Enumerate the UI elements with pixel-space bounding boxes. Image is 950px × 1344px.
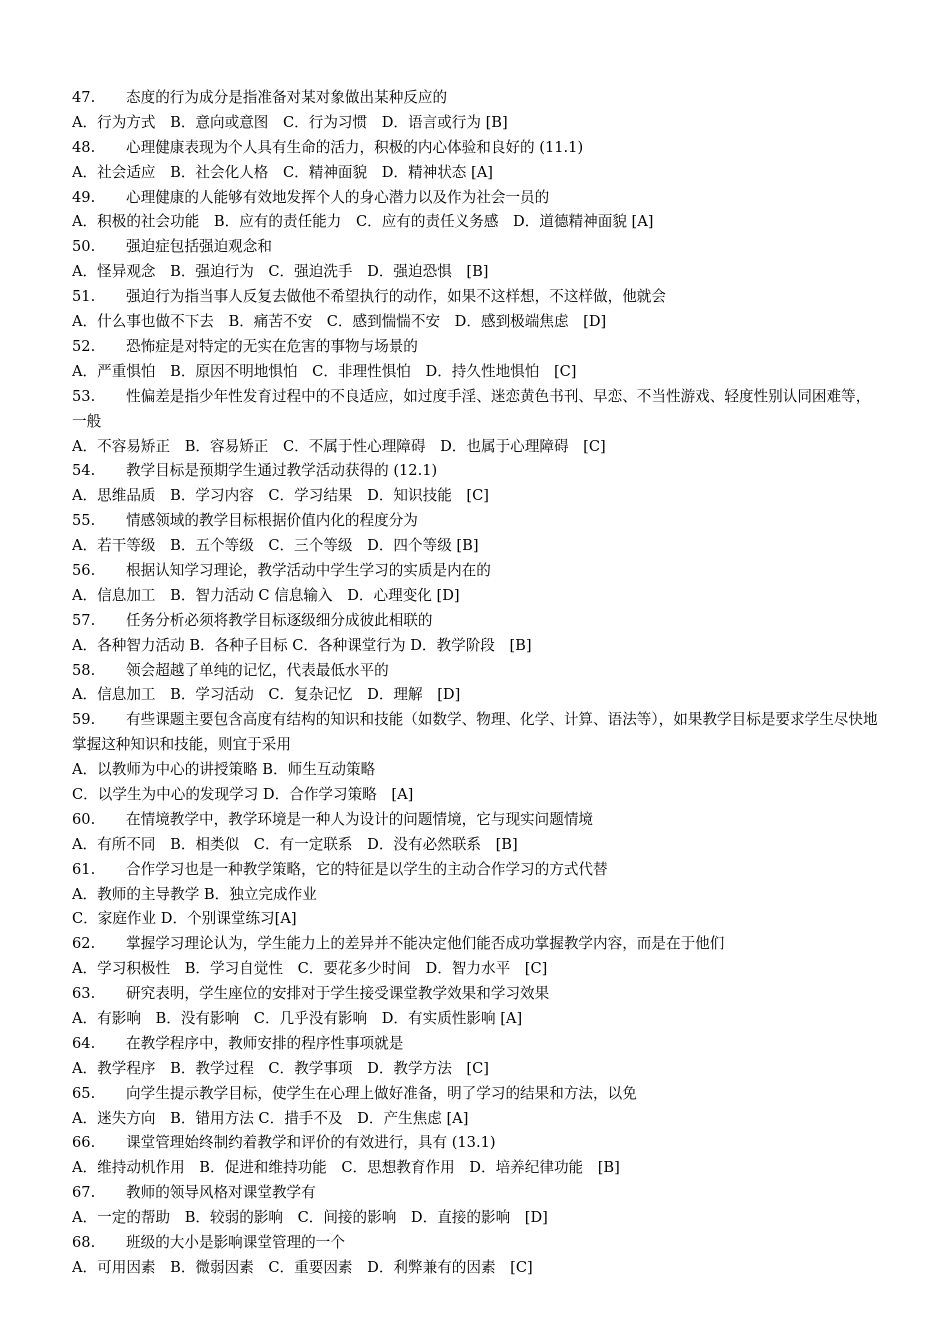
question-number: 55.: [72, 512, 96, 530]
question-stem: [72, 1231, 880, 1256]
answer-options: A．可用因素 B．微弱因素 C．重要因素 D．利弊兼有的因素 [C]: [72, 1258, 533, 1276]
question-stem: [72, 932, 880, 957]
answer-options: A．信息加工 B．智力活动 C 信息输入 D．心理变化 [D]: [72, 586, 460, 604]
question-number: 48.: [72, 138, 96, 156]
question-text: 掌握学习理论认为，学生能力上的差异并不能决定他们能否成功掌握教学内容，而是在于他们: [126, 935, 725, 953]
question-number: 56.: [72, 561, 96, 579]
answer-options: A．维持动机作用 B．促进和维持功能 C．思想教育作用 D．培养纪律功能 [B]: [72, 1159, 620, 1177]
question-text: 课堂管理始终制约着教学和评价的有效进行，具有 (13.1): [126, 1134, 496, 1152]
answer-options: A．若干等级 B．五个等级 C．三个等级 D．四个等级 [B]: [72, 537, 479, 555]
question-stem: [72, 559, 880, 584]
question-number: 47.: [72, 89, 96, 106]
answer-options: A．怪异观念 B．强迫行为 C．强迫洗手 D．强迫恐惧 [B]: [72, 263, 489, 281]
question-text: 班级的大小是影响课堂管理的一个: [126, 1234, 345, 1252]
answer-options: A．教师的主导教学 B．独立完成作业: [72, 885, 317, 903]
question-text: 强迫症包括强迫观念和: [126, 238, 272, 256]
question-text: 任务分析必须将教学目标逐级细分成彼此相联的: [126, 611, 433, 629]
question-stem: [72, 1082, 880, 1107]
question-stem: [72, 459, 880, 484]
question-number: 60.: [72, 810, 96, 828]
question-number: 51.: [72, 288, 96, 306]
question-number: 68.: [72, 1234, 96, 1252]
question-number: 53.: [72, 387, 96, 405]
question-text: 研究表明，学生座位的安排对于学生接受课堂教学效果和学习效果: [126, 985, 550, 1003]
question-stem: [72, 186, 880, 211]
answer-options: A．严重惧怕 B．原因不明地惧怕 C．非理性惧怕 D．持久性地惧怕 [C]: [72, 362, 577, 380]
answer-options: A．不容易矫正 B．容易矫正 C．不属于性心理障碍 D．也属于心理障碍 [C]: [72, 437, 606, 455]
question-stem: [72, 509, 880, 534]
question-text: 合作学习也是一种教学策略，它的特征是以学生的主动合作学习的方式代替: [126, 860, 608, 878]
question-number: 57.: [72, 611, 96, 629]
answer-options: A．教学程序 B．教学过程 C．教学事项 D．教学方法 [C]: [72, 1059, 489, 1077]
question-text: 有些课题主要包含高度有结构的知识和技能（如数学、物理、化学、计算、语法等），如果教学目标是要求学生尽快地掌握这种知识和技能，则宜于采用: [72, 711, 878, 754]
question-number: 58.: [72, 661, 96, 679]
question-stem: [72, 858, 880, 883]
question-text: 心理健康表现为个人具有生命的活力，积极的内心体验和良好的 (11.1): [126, 138, 584, 156]
document-body: [72, 86, 880, 1281]
answer-options: A．什么事也做不下去 B．痛苦不安 C．感到惴惴不安 D．感到极端焦虑 [D]: [72, 313, 607, 331]
question-stem: [72, 1181, 880, 1206]
question-text: 强迫行为指当事人反复去做他不希望执行的动作，如果不这样想，不这样做，他就会: [126, 288, 666, 306]
question-text: 恐怖症是对特定的无实在危害的事物与场景的: [126, 337, 418, 355]
question-text: 情感领域的教学目标根据价值内化的程度分为: [126, 512, 418, 530]
answer-options: A．思维品质 B．学习内容 C．学习结果 D．知识技能 [C]: [72, 487, 489, 505]
answer-options: A．行为方式 B．意向或意图 C．行为习惯 D．语言或行为 [B]: [72, 113, 508, 131]
question-text: 向学生提示教学目标，使学生在心理上做好准备，明了学习的结果和方法，以免: [126, 1084, 637, 1102]
answer-options: C．以学生为中心的发现学习 D．合作学习策略 [A]: [72, 786, 414, 803]
question-stem: [72, 659, 880, 684]
answer-options: A．信息加工 B．学习活动 C．复杂记忆 D．理解 [D]: [72, 686, 461, 704]
question-stem: [72, 1032, 880, 1057]
question-stem: [72, 708, 880, 758]
question-stem: [72, 808, 880, 833]
question-stem: [72, 136, 880, 161]
question-stem: [72, 86, 880, 111]
answer-options: A．学习积极性 B．学习自觉性 C．要花多少时间 D．智力水平 [C]: [72, 960, 548, 978]
question-text: 在教学程序中，教师安排的程序性事项就是: [126, 1034, 404, 1052]
question-stem: [72, 335, 880, 360]
answer-options: A．有影响 B．没有影响 C．几乎没有影响 D．有实质性影响 [A]: [72, 1010, 523, 1028]
question-number: 66.: [72, 1134, 96, 1152]
question-number: 65.: [72, 1084, 96, 1102]
question-number: 52.: [72, 337, 96, 355]
question-text: 教师的领导风格对课堂教学有: [126, 1184, 316, 1202]
question-stem: [72, 982, 880, 1007]
answer-options: C．家庭作业 D．个别课堂练习[A]: [72, 910, 297, 928]
question-text: 根据认知学习理论，教学活动中学生学习的实质是内在的: [126, 561, 491, 579]
question-text: 性偏差是指少年性发育过程中的不良适应，如过度手淫、迷恋黄色书刊、早恋、不当性游戏、轻度性别认同困难等，一般: [72, 387, 871, 430]
question-text: 在情境教学中，教学环境是一种人为设计的问题情境，它与现实问题情境: [126, 810, 594, 828]
question-stem: [72, 285, 880, 310]
question-number: 64.: [72, 1034, 96, 1052]
question-text: 教学目标是预期学生通过教学活动获得的 (12.1): [126, 462, 438, 480]
answer-options: A．积极的社会功能 B．应有的责任能力 C．应有的责任义务感 D．道德精神面貌 [A]: [72, 213, 654, 231]
question-number: 54.: [72, 462, 96, 480]
question-text: 态度的行为成分是指准备对某对象做出某种反应的: [126, 89, 448, 106]
answer-options: A．一定的帮助 B．较弱的影响 C．间接的影响 D．直接的影响 [D]: [72, 1209, 548, 1227]
question-stem: [72, 609, 880, 634]
question-text: 心理健康的人能够有效地发挥个人的身心潜力以及作为社会一员的: [126, 188, 550, 206]
question-number: 62.: [72, 935, 96, 953]
question-number: 63.: [72, 985, 96, 1003]
question-number: 49.: [72, 188, 96, 206]
question-number: 61.: [72, 860, 96, 878]
question-stem: [72, 1131, 880, 1156]
answer-options: A．以教师为中心的讲授策略 B．师生互动策略: [72, 761, 376, 779]
answer-options: A．社会适应 B．社会化人格 C．精神面貌 D．精神状态 [A]: [72, 163, 493, 181]
question-text: 领会超越了单纯的记忆，代表最低水平的: [126, 661, 389, 679]
question-number: 50.: [72, 238, 96, 256]
question-number: 59.: [72, 711, 96, 729]
question-stem: [72, 385, 880, 435]
question-number: 67.: [72, 1184, 96, 1202]
answer-options: A．迷失方向 B．错用方法 C．措手不及 D．产生焦虑 [A]: [72, 1109, 469, 1127]
question-stem: [72, 235, 880, 260]
answer-options: A．有所不同 B．相类似 C．有一定联系 D．没有必然联系 [B]: [72, 835, 518, 853]
answer-options: A．各种智力活动 B．各种子目标 C．各种课堂行为 D．教学阶段 [B]: [72, 636, 532, 654]
